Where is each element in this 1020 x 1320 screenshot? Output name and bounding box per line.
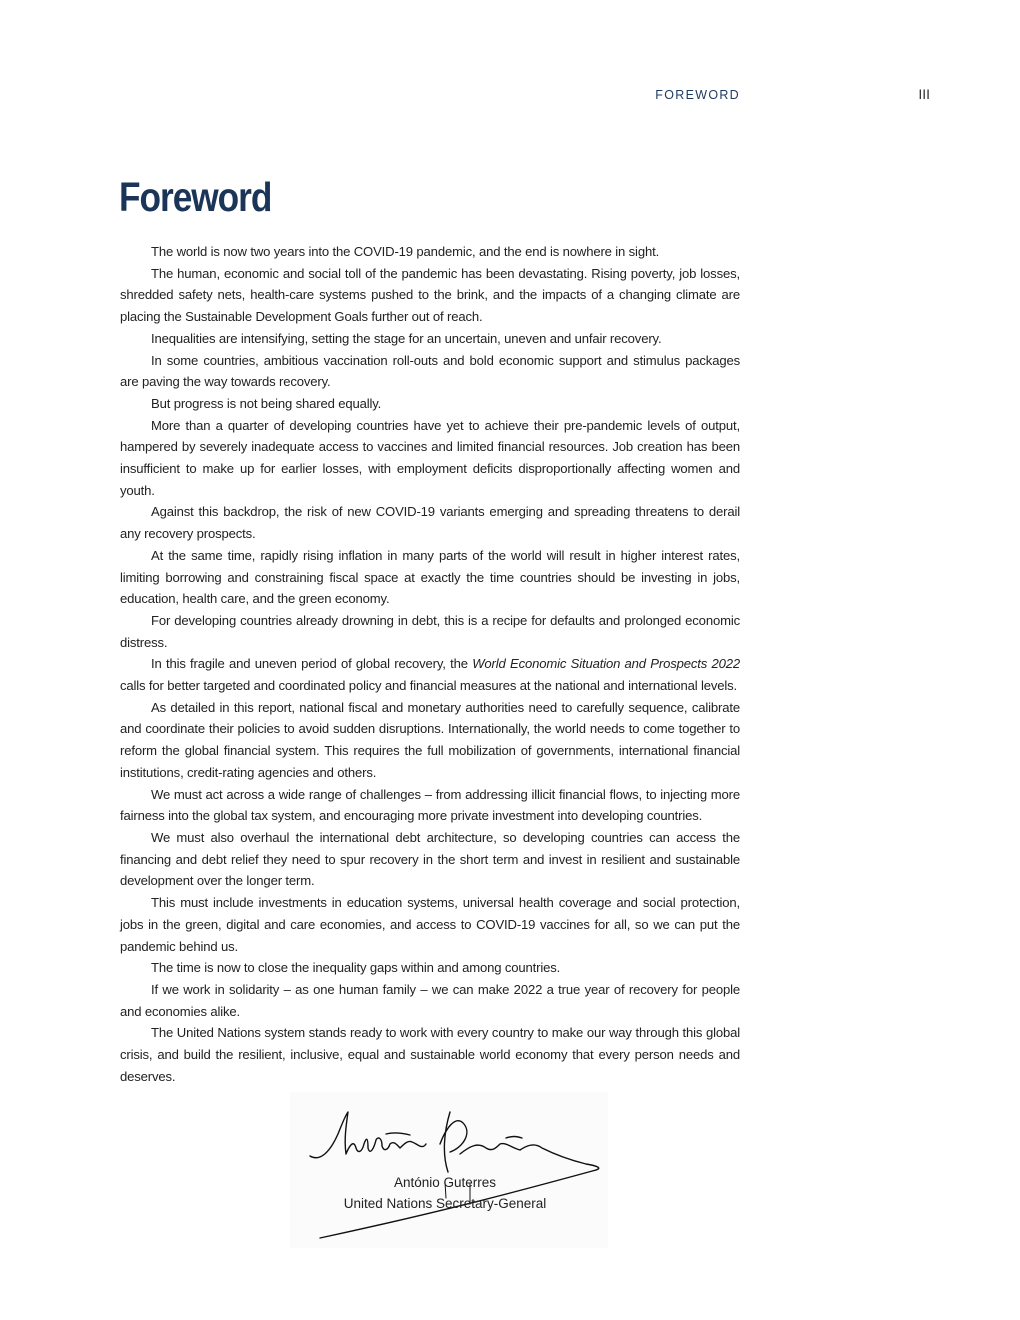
body-paragraph: At the same time, rapidly rising inflation in many parts of the world will result in higher interest rates, limiting borrowing and constraining fiscal space at exactly the time countries should be investing in jobs, education, health care, and the green economy.: [120, 547, 740, 607]
page-number: III: [918, 86, 930, 102]
signature-block: [290, 1092, 608, 1248]
body-paragraph: For developing countries already drowning in debt, this is a recipe for defaults and prolonged economic distress.: [120, 612, 740, 650]
body-paragraph: The United Nations system stands ready to work with every country to make our way through this global crisis, and build the resilient, inclusive, equal and sustainable world economy that every person needs and deserves.: [120, 1025, 740, 1084]
signatory-role: United Nations Secretary-General: [343, 1196, 547, 1211]
body-paragraph: Against this backdrop, the risk of new COVID-19 variants emerging and spreading threatens to derail any recovery prospects.: [120, 504, 740, 542]
body-paragraph: The time is now to close the inequality gaps within and among countries.: [151, 960, 561, 976]
body-paragraph: Inequalities are intensifying, setting the stage for an uncertain, uneven and unfair recovery.: [151, 330, 662, 346]
body-paragraph: But progress is not being shared equally.: [151, 395, 382, 411]
body-text: [120, 241, 740, 1087]
signatory-name: António Guterres: [393, 1175, 497, 1190]
body-paragraph: This must include investments in education systems, universal health coverage and social protection, jobs in the green, digital and care economies, and access to COVID-19 vaccines for all, so we can put the pandemic behind us.: [120, 895, 740, 954]
page-title: Foreword: [119, 174, 272, 220]
paragraph-text: calls for better targeted and coordinated policy and financial measures at the national and international levels.: [120, 678, 738, 694]
body-paragraph: The human, economic and social toll of the pandemic has been devastating. Rising poverty, job losses, shredded safety nets, health-care systems pushed to the brink, and the impacts of a changing climate are placing the Sustainable Development Goals further out of reach.: [120, 265, 740, 325]
body-paragraph: As detailed in this report, national fiscal and monetary authorities need to carefully sequence, calibrate and coordinate their policies to avoid sudden disruptions. Internationally, the world needs to come together to reform the global financial system. This requires the full mobilization of governments, international financial institutions, credit-rating agencies and others.: [120, 699, 740, 780]
report-title-italic: World Economic Situation and Prospects 2022: [472, 656, 741, 672]
running-head-section-label: FOREWORD: [655, 88, 740, 102]
body-paragraph: More than a quarter of developing countries have yet to achieve their pre-pandemic levels of output, hampered by severely inadequate access to vaccines and limited financial resources. Job creation has been insufficient to make up for earlier losses, with employment deficits disproportionally affecting women and youth.: [120, 417, 740, 498]
paragraph-text: In this fragile and uneven period of global recovery, the: [151, 656, 473, 672]
body-paragraph: If we work in solidarity – as one human family – we can make 2022 a true year of recovery for people and economies alike.: [120, 981, 740, 1019]
body-paragraph: In some countries, ambitious vaccination roll-outs and bold economic support and stimulus packages are paving the way towards recovery.: [120, 352, 740, 390]
body-paragraph: We must also overhaul the international debt architecture, so developing countries can access the financing and debt relief they need to spur recovery in the short term and invest in resilient and sustainable development over the longer term.: [120, 829, 740, 889]
body-paragraph: We must act across a wide range of challenges – from addressing illicit financial flows, to injecting more fairness into the global tax system, and encouraging more private investment into developing countries.: [120, 786, 740, 824]
body-paragraph: [120, 653, 740, 696]
body-paragraph: The world is now two years into the COVID-19 pandemic, and the end is nowhere in sight.: [151, 244, 660, 259]
handwritten-signature: [290, 1092, 608, 1248]
